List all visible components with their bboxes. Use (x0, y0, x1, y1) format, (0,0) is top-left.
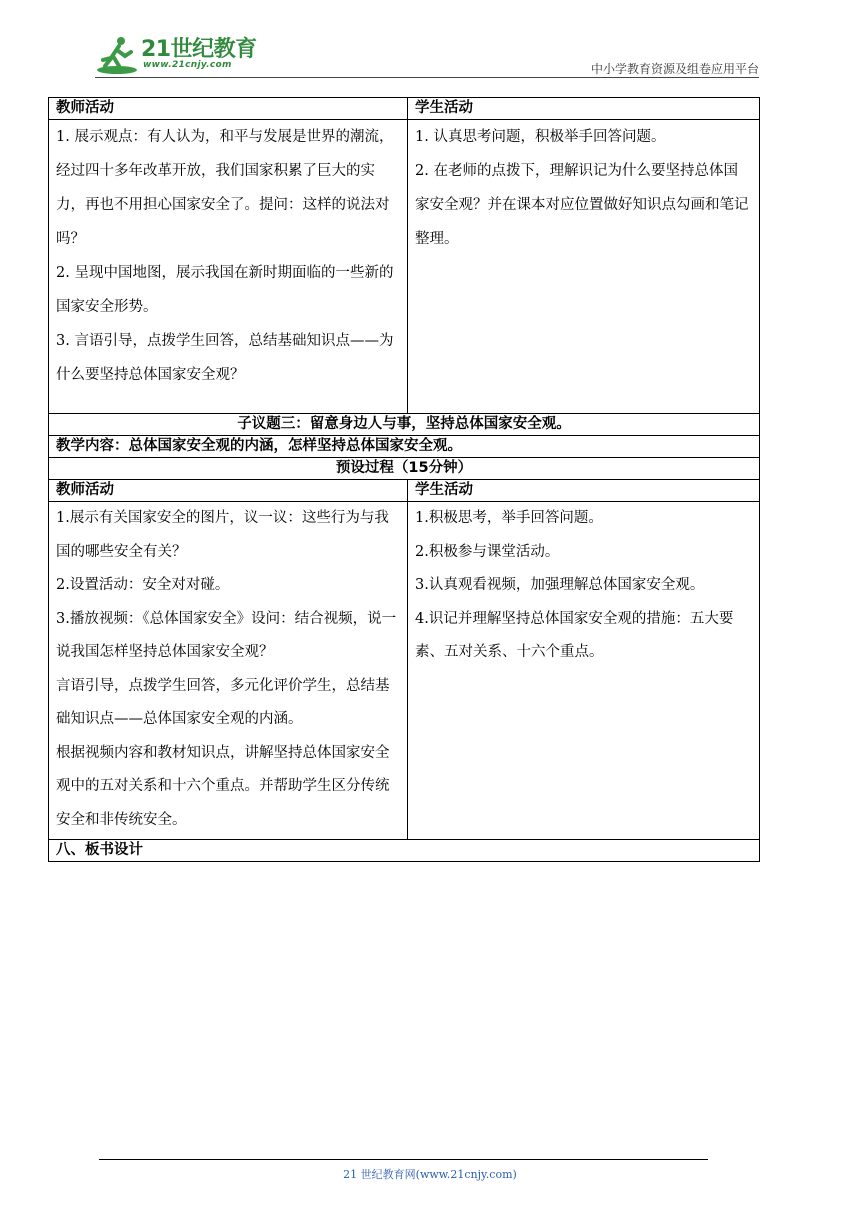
lesson-plan-table (48, 97, 760, 862)
logo-text: 21世纪教育 (141, 37, 257, 62)
table-row (49, 502, 760, 840)
subtopic-title: 子议题三：留意身边人与事，坚持总体国家安全观。 (49, 414, 760, 436)
table-row (49, 414, 760, 436)
student-activity-header: 学生活动 (408, 98, 760, 120)
runner-logo-icon (95, 36, 141, 76)
list-item: 2. 呈现中国地图，展示我国在新时期面临的一些新的国家安全形势。 (56, 265, 394, 315)
list-item: 1.展示有关国家安全的图片，议一议：这些行为与我国的哪些安全有关？ (56, 510, 389, 560)
logo-url: www.21cnjy.com (143, 60, 232, 70)
list-item: 3.认真观看视频，加强理解总体国家安全观。 (415, 577, 705, 593)
header-divider (95, 77, 759, 78)
list-item: 1.积极思考，举手回答问题。 (415, 510, 603, 526)
table-row (49, 480, 760, 502)
list-item: 2.设置活动：安全对对碰。 (56, 577, 230, 593)
list-item: 言语引导，点拨学生回答，多元化评价学生，总结基础知识点——总体国家安全观的内涵。 (56, 677, 390, 727)
list-item: 4.识记并理解坚持总体国家安全观的措施：五大要素、五对关系、十六个重点。 (415, 610, 734, 660)
teacher-activity-header: 教师活动 (49, 480, 408, 502)
footer-text: 21 世纪教育网(www.21cnjy.com) (343, 1168, 517, 1181)
page-header (95, 30, 759, 78)
teacher-activity-cell (49, 120, 408, 414)
teaching-content: 教学内容：总体国家安全观的内涵，怎样坚持总体国家安全观。 (49, 436, 760, 458)
student-activity-cell (408, 120, 760, 414)
header-slogan: 中小学教育资源及组卷应用平台 (590, 62, 759, 76)
board-design-heading: 八、板书设计 (49, 840, 760, 862)
student-activity-header: 学生活动 (408, 480, 760, 502)
table-row (49, 436, 760, 458)
teacher-activity-cell (49, 502, 408, 840)
table-row (49, 840, 760, 862)
teacher-activity-header: 教师活动 (49, 98, 408, 120)
list-item: 1. 认真思考问题，积极举手回答问题。 (415, 129, 666, 145)
table-row (49, 120, 760, 414)
list-item: 根据视频内容和教材知识点，讲解坚持总体国家安全观中的五对关系和十六个重点。并帮助学生区分传统安全和非传统安全。 (56, 744, 390, 828)
footer-divider (99, 1159, 708, 1160)
table-row (49, 458, 760, 480)
logo (95, 30, 265, 76)
list-item: 3.播放视频：《总体国家安全》设问：结合视频，说一说我国怎样坚持总体国家安全观？ (56, 610, 397, 660)
list-item: 1. 展示观点：有人认为，和平与发展是世界的潮流，经过四十多年改革开放，我们国家积累了巨大的实力，再也不用担心国家安全了。提问：这样的说法对吗？ (56, 129, 394, 247)
table-row (49, 98, 760, 120)
list-item: 2.积极参与课堂活动。 (415, 543, 560, 560)
student-activity-cell (408, 502, 760, 840)
list-item: 2. 在老师的点拨下，理解识记为什么要坚持总体国家安全观？并在课本对应位置做好知识点勾画和笔记整理。 (415, 163, 749, 247)
process-title: 预设过程（15分钟） (49, 458, 760, 480)
list-item: 3. 言语引导，点拨学生回答，总结基础知识点——为什么要坚持总体国家安全观？ (56, 333, 394, 383)
